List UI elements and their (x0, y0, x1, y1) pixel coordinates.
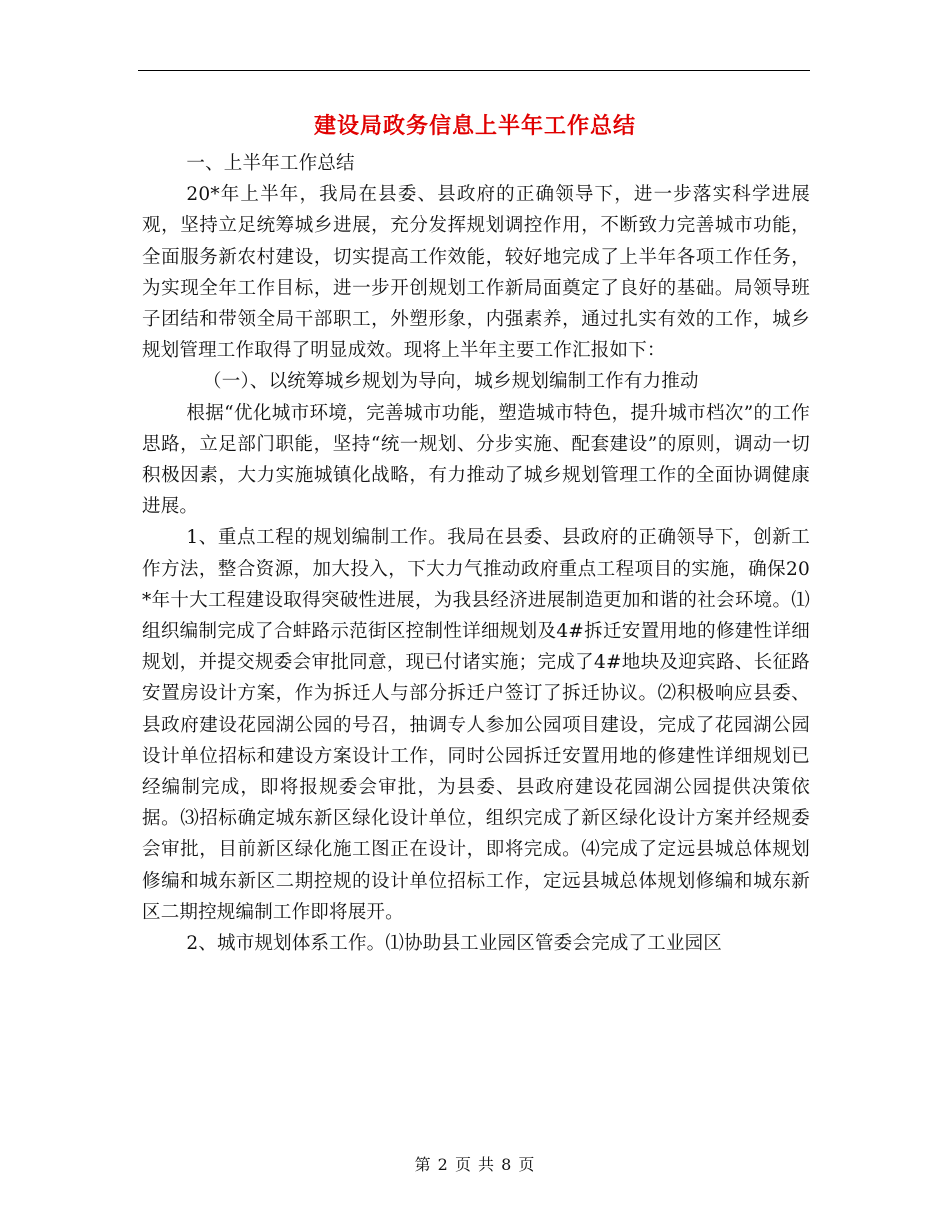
document-body (142, 148, 810, 959)
page-footer: 第 2 页 共 8 页 (414, 1155, 536, 1174)
paragraph-intro: 20*年上半年，我局在县委、县政府的正确领导下，进一步落实科学进展观，坚持立足统筹城乡进展，充分发挥规划调控作用，不断致力完善城市功能，全面服务新农村建设，切实提高工作效能，较好地完成了上半年各项工作任务，为实现全年工作目标，进一步开创规划工作新局面奠定了良好的基础。局领导班子团结和带领全局干部职工，外塑形象，内强素养，通过扎实有效的工作，城乡规划管理工作取得了明显成效。现将上半年主要工作汇报如下： (142, 184, 810, 362)
paragraph-planning-system: 2、城市规划体系工作。⑴协助县工业园区管委会完成了工业园区 (186, 933, 722, 955)
document-title: 建设局政务信息上半年工作总结 (313, 113, 636, 139)
paragraph-principles: 根据“优化城市环境，完善城市功能，塑造城市特色，提升城市档次”的工作思路，立足部门职能，坚持“统一规划、分步实施、配套建设”的原则，调动一切积极因素，大力实施城镇化战略，有力推动了城乡规划管理工作的全面协调健康进展。 (142, 402, 810, 518)
paragraph-key-projects: 1、重点工程的规划编制工作。我局在县委、县政府的正确领导下，创新工作方法，整合资源，加大投入，下大力气推动政府重点工程项目的实施，确保20*年十大工程建设取得突破性进展，为我县经济进展制造更加和谐的社会环境。⑴组织编制完成了合蚌路示范街区控制性详细规划及4#拆迁安置用地的修建性详细规划，并提交规委会审批同意，现已付诸实施；完成了4#地块及迎宾路、长征路安置房设计方案，作为拆迁人与部分拆迁户签订了拆迁协议。⑵积极响应县委、县政府建设花园湖公园的号召，抽调专人参加公园项目建设，完成了花园湖公园设计单位招标和建设方案设计工作，同时公园拆迁安置用地的修建性详细规划已经编制完成，即将报规委会审批，为县委、县政府建设花园湖公园提供决策依据。⑶招标确定城东新区绿化设计单位，组织完成了新区绿化设计方案并经规委会审批，目前新区绿化施工图正在设计，即将完成。⑷完成了定远县城总体规划修编和城东新区二期控规的设计单位招标工作，定远县城总体规划修编和城东新区二期控规编制工作即将展开。 (142, 527, 810, 923)
header-rule (138, 70, 810, 71)
subsection-heading: （一）、以统筹城乡规划为导向，城乡规划编制工作有力推动 (203, 371, 699, 393)
section-heading: 一、上半年工作总结 (186, 153, 355, 174)
